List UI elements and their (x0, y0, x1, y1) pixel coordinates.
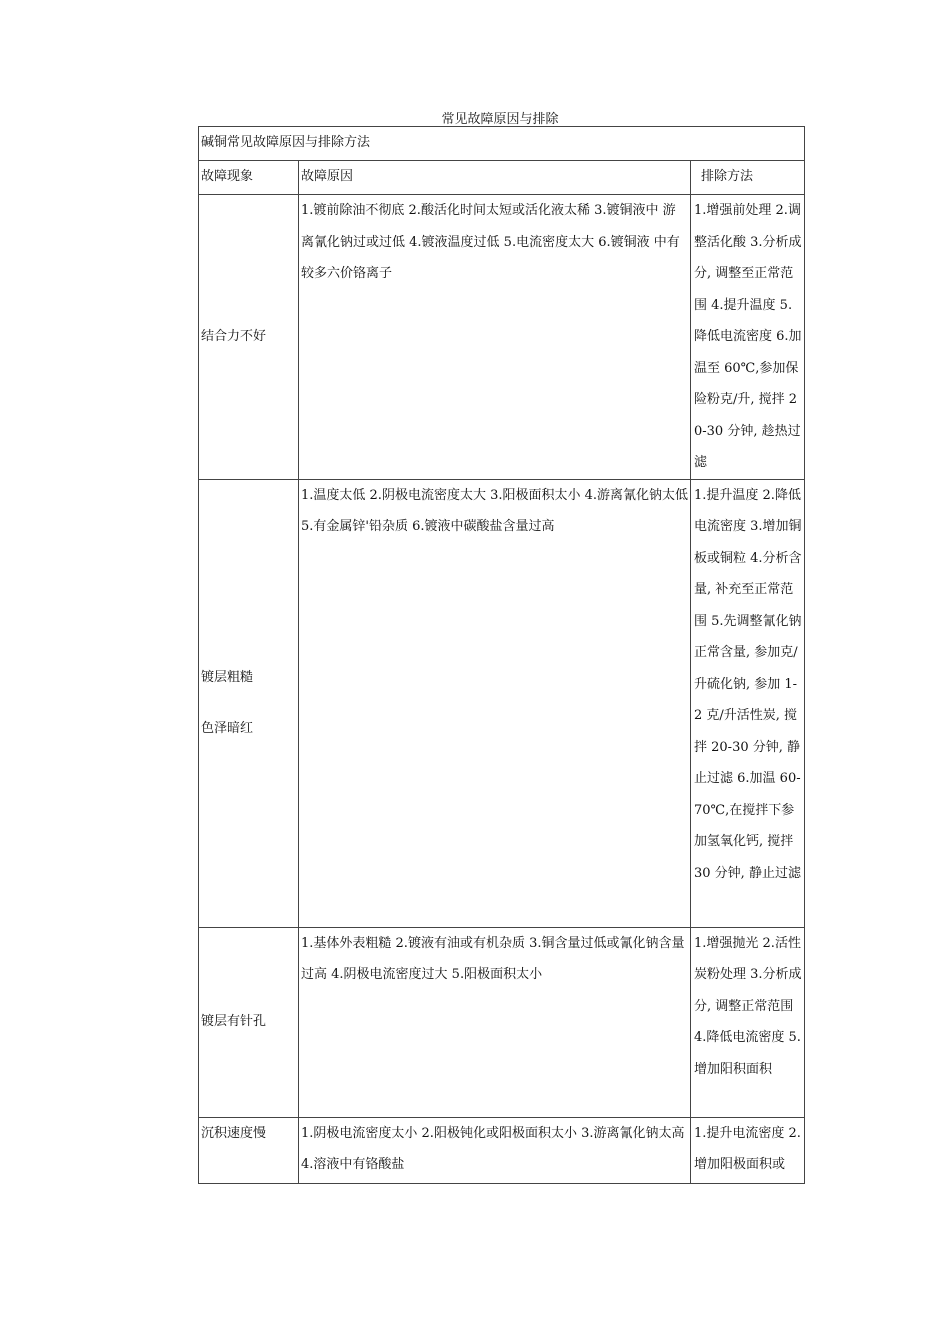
row-symptom (199, 927, 299, 1117)
table-caption: 碱铜常见故障原因与排除方法 (199, 127, 805, 161)
row-symptom (199, 479, 299, 927)
fault-table (198, 126, 805, 1184)
header-symptom: 故障现象 (199, 161, 299, 195)
symptom-text: 镀层有针孔 (201, 1014, 267, 1030)
table-header-row (199, 161, 805, 195)
document-title: 常见故障原因与排除 (441, 112, 559, 127)
row-symptom (199, 195, 299, 480)
table-caption-row (199, 127, 805, 161)
header-method: 排除方法 (691, 161, 805, 195)
table-row (199, 479, 805, 927)
header-cause: 故障原因 (299, 161, 691, 195)
row-symptom (199, 1117, 299, 1183)
row-cause: 1.镀前除油不彻底 2.酸活化时间太短或活化液太稀 3.镀铜液中 游离氰化钠过或过低 4.镀液温度过低 5.电流密度太大 6.镀铜液 中有较多六价铬离子 (299, 195, 691, 480)
row-cause: 1.基体外表粗糙 2.镀液有油或有机杂质 3.铜含量过低或氰化钠含量过高 4.阴极电流密度过大 5.阳极面积太小 (299, 927, 691, 1117)
row-cause: 1.温度太低 2.阴极电流密度太大 3.阳极面积太小 4.游离氰化钠太低 5.有金属锌'铅杂质 6.镀液中碳酸盐含量过高 (299, 479, 691, 927)
symptom-text: 镀层粗糙 (201, 669, 254, 685)
symptom-text: 沉积速度慢 (201, 1125, 267, 1141)
table-row (199, 927, 805, 1117)
row-cause: 1.阴极电流密度太小 2.阳极钝化或阳极面积太小 3.游离氰化钠太高 4.溶液中有铬酸盐 (299, 1117, 691, 1183)
row-method: 1.增强抛光 2.活性炭粉处理 3.分析成分, 调整正常范围 4.降低电流密度 5.增加阳积面积 (691, 927, 805, 1117)
table-row (199, 1117, 805, 1183)
row-method: 1.提升电流密度 2.增加阳极面积或 (691, 1117, 805, 1183)
symptom-text: 结合力不好 (201, 329, 267, 344)
row-method: 1.增强前处理 2.调整活化酸 3.分析成分, 调整至正常范围 4.提升温度 5.降低电流密度 6.加温至 60℃,参加保险粉克/升, 搅拌 20-30 分钟, 趁热过滤 (691, 195, 805, 480)
symptom-spacer (201, 693, 296, 713)
row-method: 1.提升温度 2.降低电流密度 3.增加铜板或铜粒 4.分析含量, 补充至正常范围 5.先调整氰化钠正常含量, 参加克/升硫化钠, 参加 1-2 克/升活性炭, 搅拌 20-30 分钟, 静止过滤 6.加温 60-70℃,在搅拌下参加氢氧化钙, 搅拌 30 分钟, 静止过滤 (691, 479, 805, 927)
symptom-text: 色泽暗红 (201, 721, 254, 736)
table-row (199, 195, 805, 480)
